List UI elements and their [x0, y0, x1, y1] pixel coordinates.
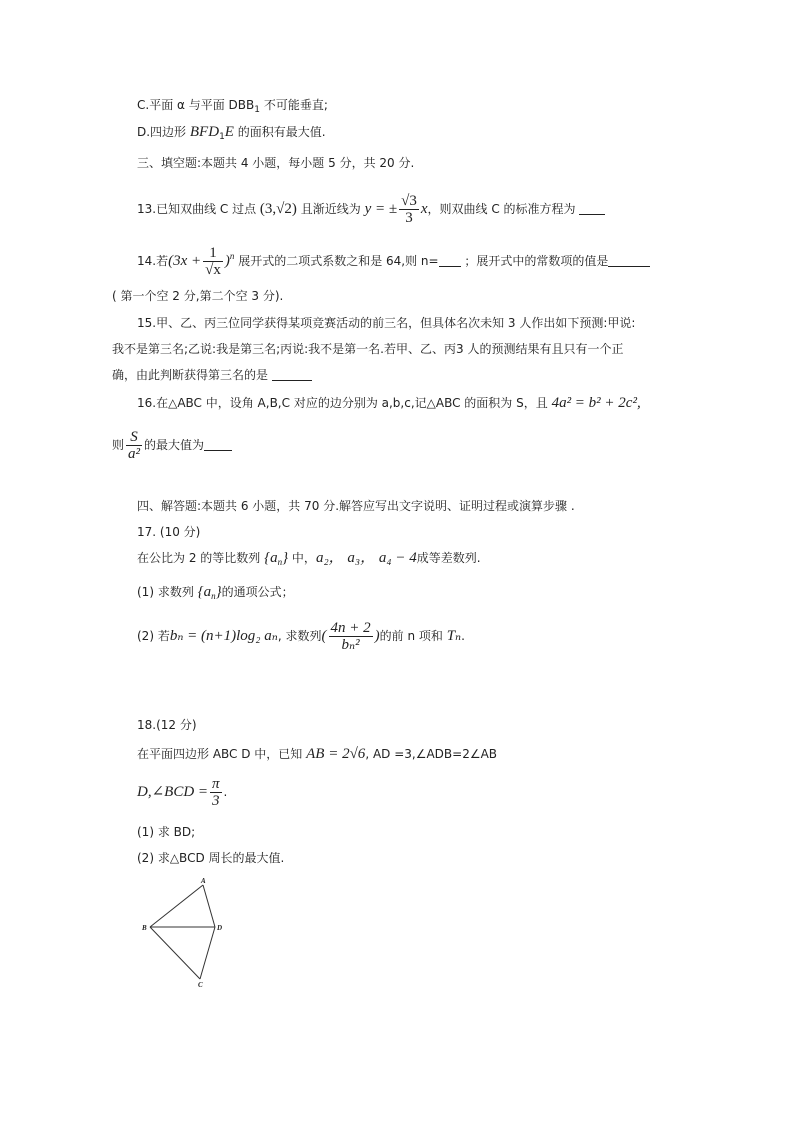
question-18-stem: 在平面四边形 ABC D 中，已知 AB = 2√6, AD =3,∠ADB=2∠AB: [137, 746, 498, 762]
section-3-heading: 三、填空题:本题共 4 小题，每小题 5 分，共 20 分.: [137, 156, 415, 170]
question-15-line-3: 确，由此判断获得第三名的是: [112, 367, 312, 383]
edge-bc: [150, 927, 200, 979]
question-17-part-1: (1) 求数列 $\{a_n\}$的通项公式；: [137, 584, 294, 601]
vertex-label-b: B: [142, 924, 147, 932]
question-13: 13.已知双曲线 C 过点 (3,√2) 且渐近线为 y = ± $\frac{√3}{3}$ x，则双曲线 C 的标准方程为: [137, 192, 605, 226]
question-18-stem-cont: D,∠BCD = $\frac{\pi}{3}$ .: [137, 776, 228, 809]
edge-ab: [150, 885, 203, 927]
q12-option-c: C.平面 α 与平面 $DBB_1$ 不可能垂直;: [137, 98, 328, 115]
question-16-line-2: 则 $\frac{S}{\text{a²}}$ 的最大值为: [112, 426, 232, 464]
question-16-line-1: 16.在△ABC 中，设角 A,B,C 对应的边分别为 a,b,c,记△ABC 的面积为 S，且 4a² = b² + 2c²,: [137, 395, 641, 411]
question-14-note: ( 第一个空 2 分,第二个空 3 分).: [112, 289, 284, 303]
answer-blank[interactable]: [579, 202, 605, 215]
vertex-label-d: D: [217, 924, 223, 932]
answer-blank-n[interactable]: [439, 254, 461, 267]
answer-blank[interactable]: [204, 438, 232, 451]
question-17-title: 17. (10 分): [137, 525, 201, 539]
edge-ad: [203, 885, 215, 927]
quadrilateral-figure: [138, 875, 238, 990]
question-18-part-1: (1) 求 BD;: [137, 825, 196, 839]
question-14: 14.若(3x + $\frac{1}{√x}$ )$^n$ 展开式的二项式系数之和是 64,则 n= ；展开式中的常数项的值是: [137, 238, 650, 279]
q12-option-d: D.四边形 $BFD_1E$ 的面积有最大值.: [137, 124, 326, 142]
question-18-title: 18.(12 分): [137, 718, 197, 732]
question-15-line-1: 15.甲、乙、丙三位同学获得某项竞赛活动的前三名，但具体名次未知 3 人作出如下预测:甲说:: [137, 316, 636, 330]
answer-blank-constant[interactable]: [608, 254, 650, 267]
question-17-part-2: (2) 若bₙ = (n+1)log₂ aₙ, 求数列( $\frac{4n + 2}{\text{bₙ²}}$ )的前 n 项和 Tₙ.: [137, 620, 465, 653]
edge-cd: [200, 927, 215, 979]
vertex-label-a: A: [201, 877, 206, 885]
question-17-stem: 在公比为 2 的等比数列 $\{a_n\}$ 中，a₂， a₃， a₄ − 4成等差数列.: [137, 550, 481, 567]
question-15-line-2: 我不是第三名;乙说:我是第三名;丙说:我不是第一名.若甲、乙、丙3 人的预测结果有且只有一个正: [112, 342, 624, 356]
section-4-heading: 四、解答题:本题共 6 小题，共 70 分.解答应写出文字说明、证明过程或演算步骤 .: [137, 499, 575, 513]
vertex-label-c: C: [198, 981, 203, 989]
answer-blank[interactable]: [272, 368, 312, 381]
question-18-part-2: (2) 求△BCD 周长的最大值.: [137, 851, 285, 865]
